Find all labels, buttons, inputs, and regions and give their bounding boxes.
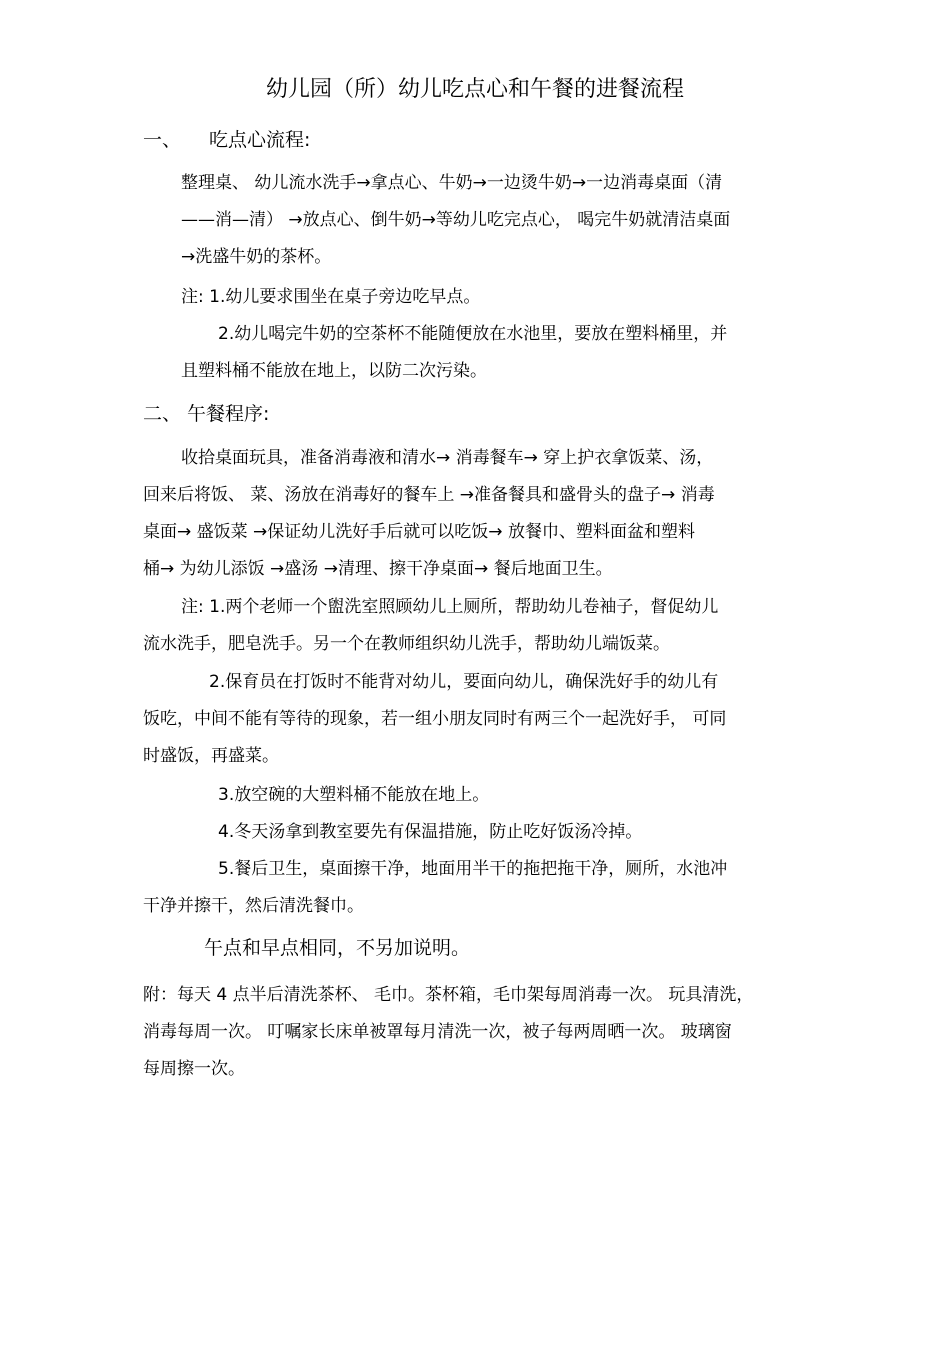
section2-line: 桶→ 为幼儿添饭 →盛汤 →清理、擦干净桌面→ 餐后地面卫生。 (143, 559, 613, 579)
section1-heading-number: 一、 (143, 129, 182, 151)
section2-note: 饭吃，中间不能有等待的现象，若一组小朋友同时有两三个一起洗好手， 可同 (143, 709, 727, 729)
section2-heading: 二、 午餐程序: (143, 403, 270, 425)
section1-note: 注: 1.幼儿要求围坐在桌子旁边吃早点。 (181, 287, 481, 307)
section2-note: 注: 1.两个老师一个盥洗室照顾幼儿上厕所，帮助幼儿卷袖子，督促幼儿 (181, 597, 719, 617)
section2-note: 流水洗手，肥皂洗手。另一个在教师组织幼儿洗手，帮助幼儿端饭菜。 (143, 634, 670, 654)
section2-note: 5.餐后卫生，桌面擦干净，地面用半干的拖把拖干净，厕所，水池冲 (218, 859, 728, 879)
section1-heading: 吃点心流程: (209, 129, 311, 151)
appendix-line: 消毒每周一次。 叮嘱家长床单被罩每月清洗一次，被子每两周晒一次。 玻璃窗 (143, 1022, 732, 1042)
section1-line: ——消—清） →放点心、倒牛奶→等幼儿吃完点心， 喝完牛奶就清洁桌面 (181, 210, 731, 230)
section2-note: 4.冬天汤拿到教室要先有保温措施，防止吃好饭汤冷掉。 (218, 822, 643, 842)
section1-note: 2.幼儿喝完牛奶的空茶杯不能随便放在水池里，要放在塑料桶里，并 (218, 324, 728, 344)
appendix-line: 附：每天 4 点半后清洗茶杯、 毛巾。茶杯箱，毛巾架每周消毒一次。 玩具清洗， (143, 985, 754, 1005)
section2-line: 收拾桌面玩具，准备消毒液和清水→ 消毒餐车→ 穿上护衣拿饭菜、汤， (181, 448, 714, 468)
section1-line: 整理桌、 幼儿流水洗手→拿点心、牛奶→一边烫牛奶→一边消毒桌面（清 (181, 173, 723, 193)
section2-note: 2.保育员在打饭时不能背对幼儿，要面向幼儿，确保洗好手的幼儿有 (209, 672, 719, 692)
section1-line: →洗盛牛奶的茶杯。 (181, 247, 332, 267)
afternoon-note: 午点和早点相同，不另加说明。 (204, 937, 471, 959)
section2-note: 时盛饭，再盛菜。 (143, 746, 279, 766)
appendix-line: 每周擦一次。 (143, 1059, 245, 1079)
section2-note: 干净并擦干，然后清洗餐巾。 (143, 896, 364, 916)
section2-note: 3.放空碗的大塑料桶不能放在地上。 (218, 785, 490, 805)
section2-line: 回来后将饭、 菜、汤放在消毒好的餐车上 →准备餐具和盛骨头的盘子→ 消毒 (143, 485, 715, 505)
section1-note: 且塑料桶不能放在地上，以防二次污染。 (181, 361, 487, 381)
page-title: 幼儿园（所）幼儿吃点心和午餐的进餐流程 (265, 77, 684, 102)
section2-line: 桌面→ 盛饭菜 →保证幼儿洗好手后就可以吃饭→ 放餐巾、塑料面盆和塑料 (143, 522, 695, 542)
